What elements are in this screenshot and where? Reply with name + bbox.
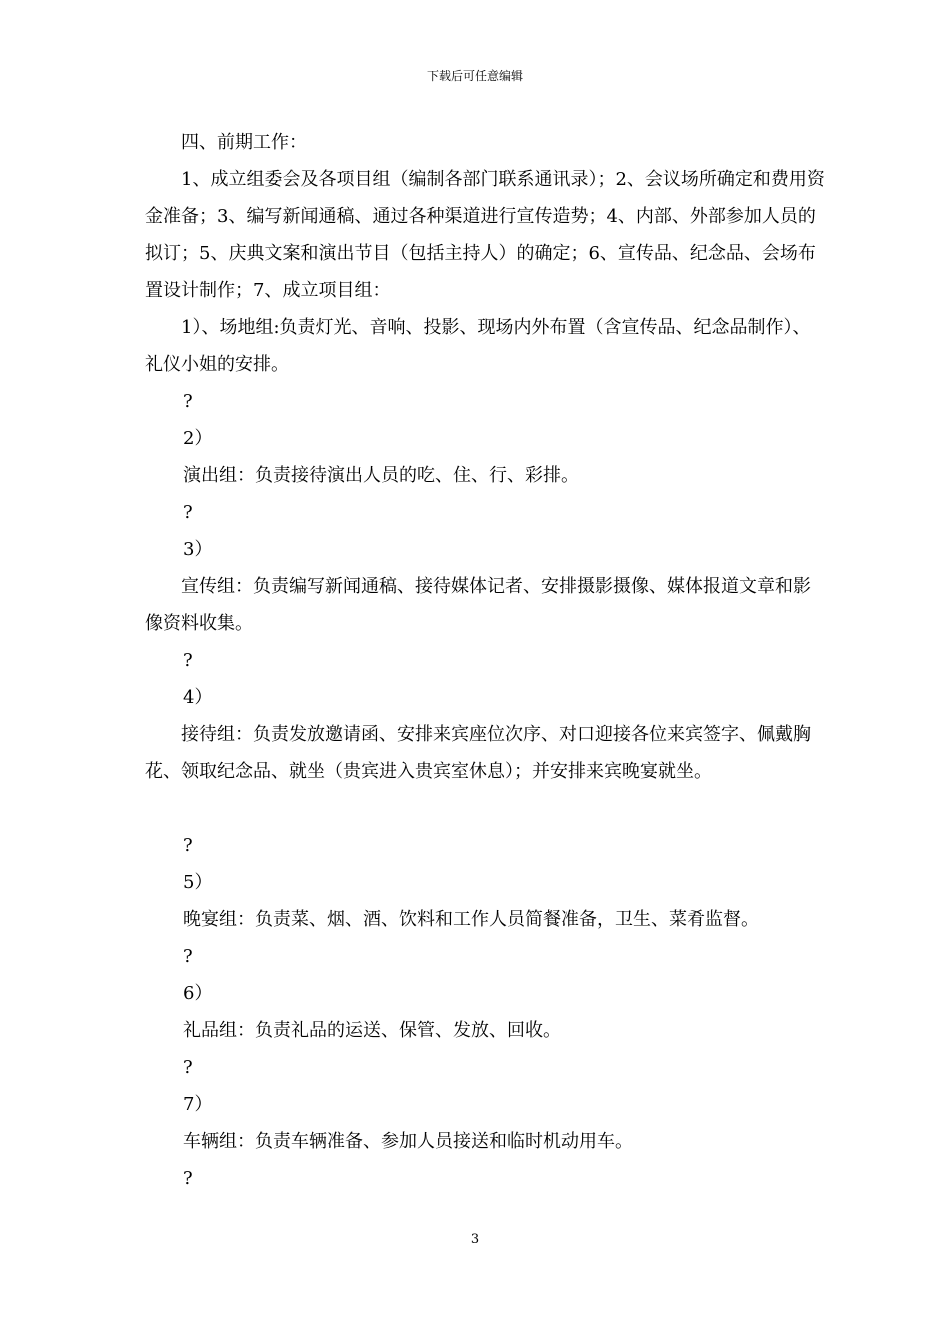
question-mark-2: ?	[183, 502, 193, 523]
intro-paragraph: 1、成立组委会及各项目组（编制各部门联系通讯录）；2、会议场所确定和费用资金准备；3、编写新闻通稿、通过各种渠道进行宣传造势；4、内部、外部参加人员的拟订；5、庆典文案和演出节目（包括主持人）的确定；6、宣传品、纪念品、会场布置设计制作；7、成立项目组：	[145, 169, 825, 301]
item-6-text: 礼品组：负责礼品的运送、保管、发放、回收。	[183, 1020, 561, 1041]
question-mark-5: ?	[183, 946, 193, 967]
section-heading: 四、前期工作：	[181, 132, 307, 153]
question-mark-7: ?	[183, 1168, 193, 1189]
question-mark-6: ?	[183, 1057, 193, 1078]
item-1-paragraph: 1）、场地组:负责灯光、音响、投影、现场内外布置（含宣传品、纪念品制作）、礼仪小姐的安排。	[145, 317, 811, 375]
question-mark-3: ?	[183, 650, 193, 671]
item-5-text: 晚宴组：负责菜、烟、酒、饮料和工作人员简餐准备，卫生、菜肴监督。	[183, 909, 759, 930]
item-3-number: 3）	[183, 539, 213, 560]
item-2-number: 2）	[183, 428, 213, 449]
item-2-text: 演出组：负责接待演出人员的吃、住、行、彩排。	[183, 465, 579, 486]
item-3-text: 宣传组：负责编写新闻通稿、接待媒体记者、安排摄影摄像、媒体报道文章和影像资料收集。	[145, 576, 811, 634]
item-5-number: 5）	[183, 872, 213, 893]
question-mark-4: ?	[183, 835, 193, 856]
paragraph-gap	[145, 790, 825, 827]
item-7-number: 7）	[183, 1094, 213, 1115]
page-number: 3	[470, 1232, 480, 1247]
item-4-number: 4）	[183, 687, 213, 708]
document-body	[145, 124, 825, 1197]
item-7-text: 车辆组：负责车辆准备、参加人员接送和临时机动用车。	[183, 1131, 633, 1152]
header-note: 下载后可任意编辑	[426, 69, 523, 83]
question-mark-1: ?	[183, 391, 193, 412]
item-4-text: 接待组：负责发放邀请函、安排来宾座位次序、对口迎接各位来宾签字、佩戴胸花、领取纪念品、就坐（贵宾进入贵宾室休息）；并安排来宾晚宴就坐。	[145, 724, 811, 782]
item-6-number: 6）	[183, 983, 213, 1004]
